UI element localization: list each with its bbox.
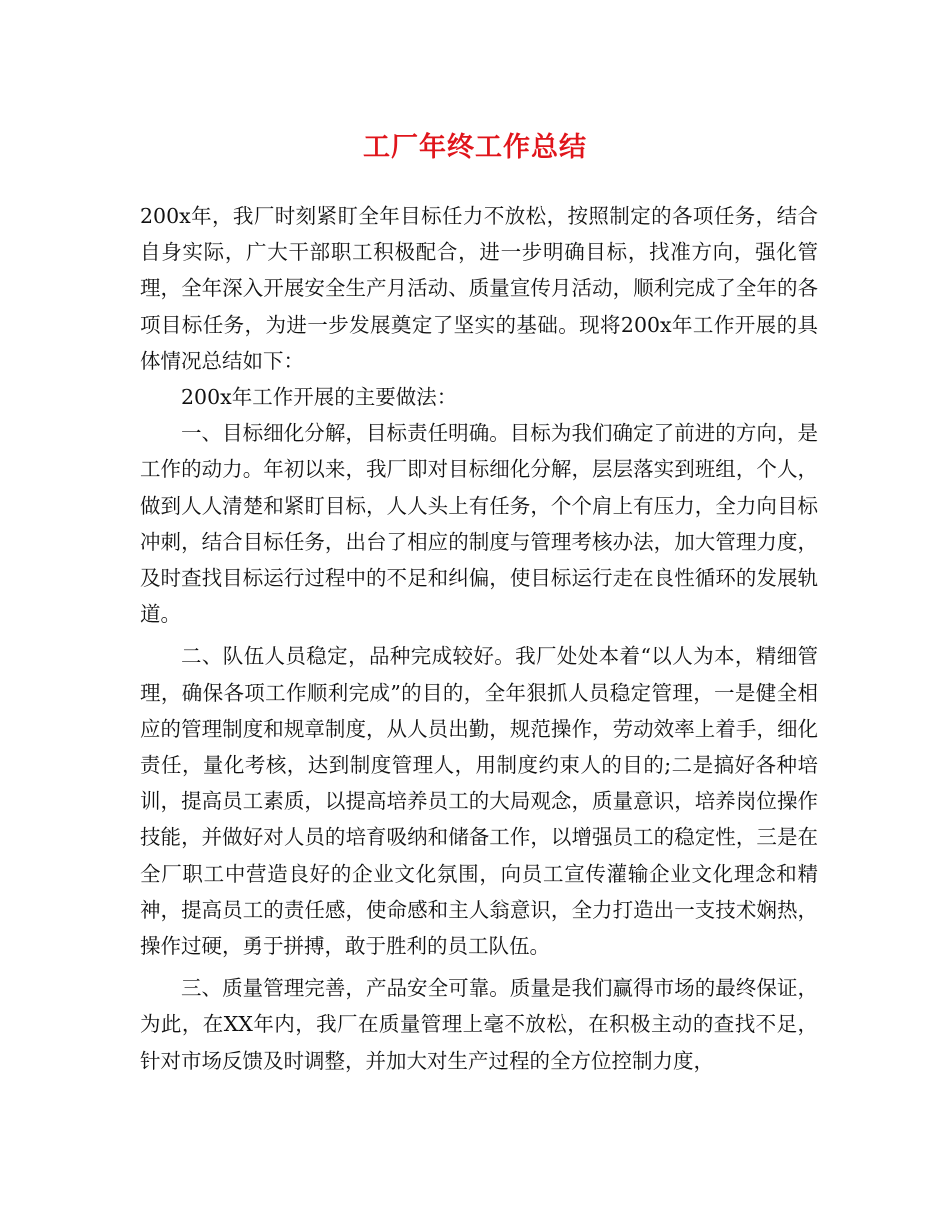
- document-body: [140, 198, 818, 1079]
- paragraph-section-two: 二、队伍人员稳定，品种完成较好。我厂处处本着“以人为本，精细管理，确保各项工作顺利完成”的目的，全年狠抓人员稳定管理，一是健全相应的管理制度和规章制度，从人员出勤，规范操作，劳动效率上着手，细化责任，量化考核，达到制度管理人，用制度约束人的目的;二是搞好各种培训，提高员工素质，以提高培养员工的大局观念，质量意识，培养岗位操作技能，并做好对人员的培育吸纳和储备工作，以增强员工的稳定性，三是在全厂职工中营造良好的企业文化氛围，向员工宣传灌输企业文化理念和精神，提高员工的责任感，使命感和主人翁意识，全力打造出一支技术娴热，操作过硬，勇于拼搏，敢于胜利的员工队伍。: [140, 644, 818, 959]
- paragraph-main-practices-heading: 200x年工作开展的主要做法：: [181, 385, 458, 410]
- document-title: 工厂年终工作总结: [363, 132, 587, 163]
- paragraph-intro: 200x年，我厂时刻紧盯全年目标任力不放松，按照制定的各项任务，结合自身实际，广大干部职工积极配合，进一步明确目标，找准方向，强化管理，全年深入开展安全生产月活动、质量宣传月活动，顺利完成了全年的各项目标任务，为进一步发展奠定了坚实的基础。现将200x年工作开展的具体情况总结如下：: [140, 204, 818, 373]
- paragraph-section-three: 三、质量管理完善，产品安全可靠。质量是我们赢得市场的最终保证，为此，在XX年内，我厂在质量管理上毫不放松，在积极主动的查找不足，针对市场反馈及时调整，并加大对生产过程的全方位控制力度，: [140, 976, 818, 1073]
- paragraph-section-one: 一、目标细化分解，目标责任明确。目标为我们确定了前进的方向，是工作的动力。年初以来，我厂即对目标细化分解，层层落实到班组，个人，做到人人清楚和紧盯目标，人人头上有任务，个个肩上有压力，全力向目标冲刺，结合目标任务，出台了相应的制度与管理考核办法，加大管理力度，及时查找目标运行过程中的不足和纠偏，使目标运行走在良性循环的发展轨道。: [140, 421, 818, 627]
